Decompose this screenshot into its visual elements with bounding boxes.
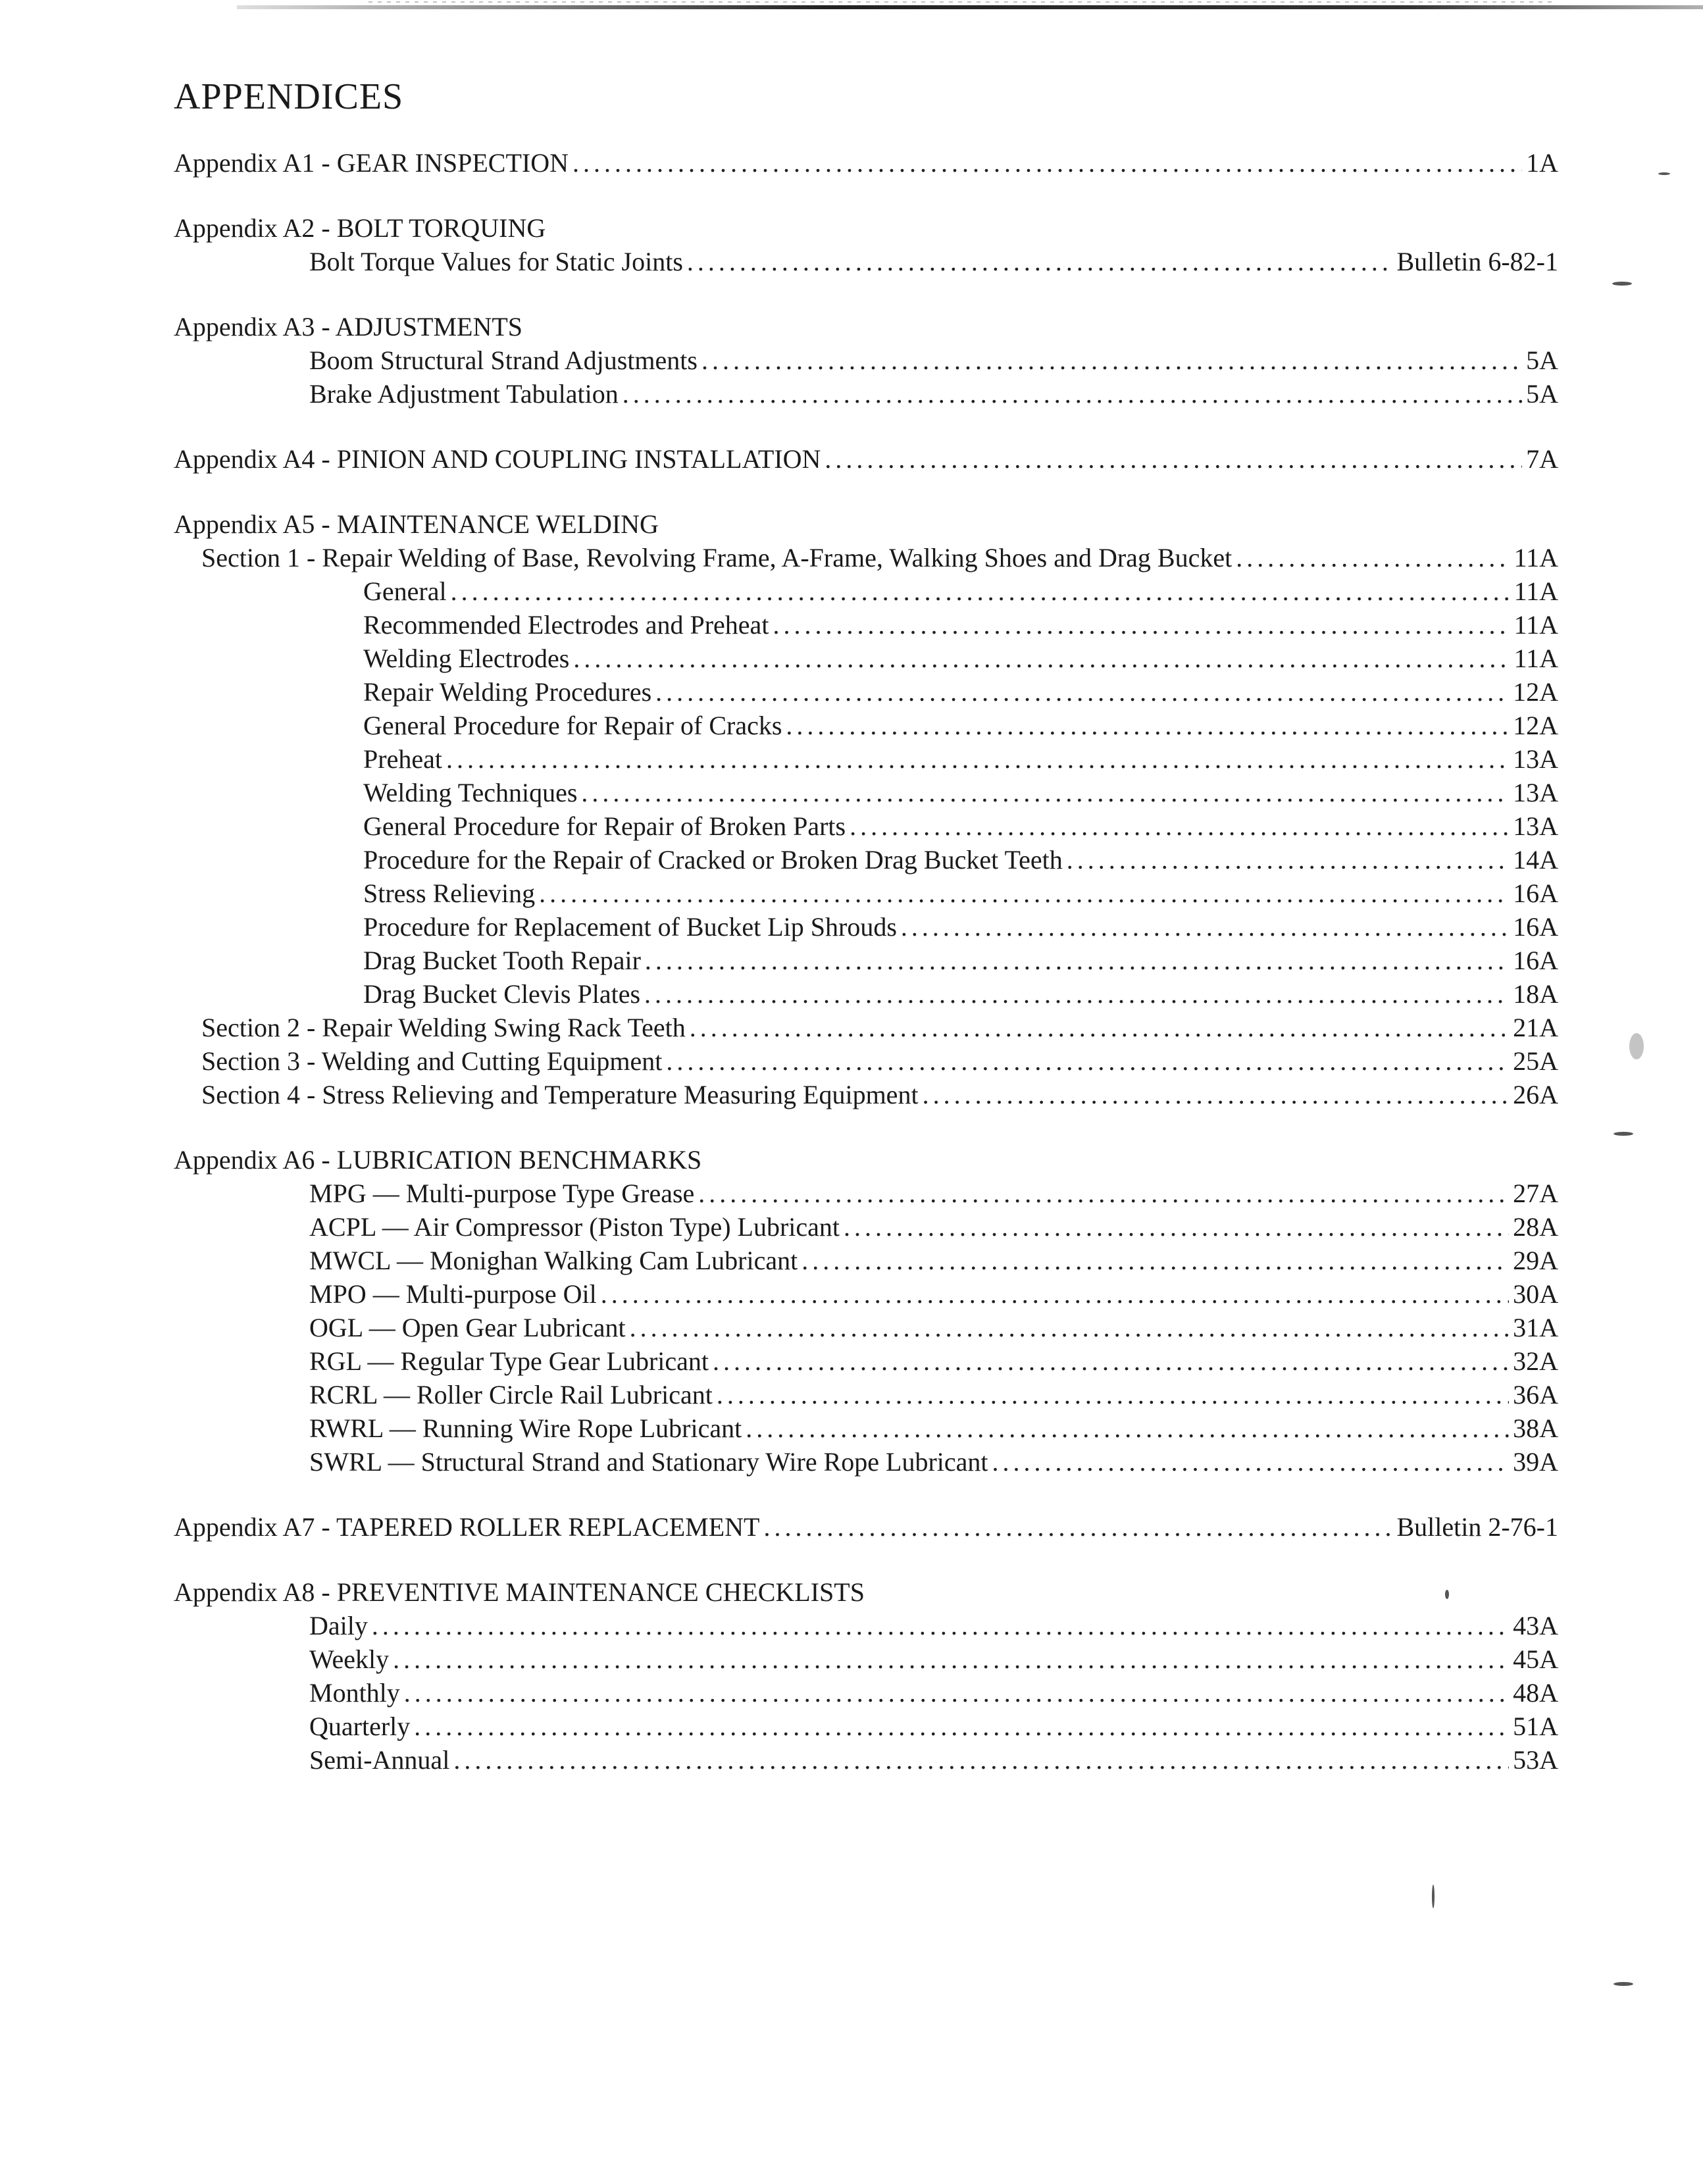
dot-leader xyxy=(786,709,1509,742)
toc-entry-title: RGL — Regular Type Gear Lubricant xyxy=(309,1346,709,1376)
toc-entry-page: 16A xyxy=(1513,946,1558,975)
toc-entry-title: Appendix A4 - PINION AND COUPLING INSTALLATION xyxy=(174,444,821,474)
toc-entry-title: Section 1 - Repair Welding of Base, Revolving Frame, A-Frame, Walking Shoes and Drag Bucket xyxy=(201,543,1233,572)
toc-group-heading xyxy=(174,211,1558,245)
toc-entry xyxy=(174,1378,1558,1411)
toc-entry-page: 14A xyxy=(1513,845,1558,875)
toc-entry xyxy=(174,541,1558,574)
toc-group xyxy=(174,442,1558,476)
dot-leader xyxy=(1067,843,1509,876)
toc-entry-page: 31A xyxy=(1513,1313,1558,1342)
toc-entry xyxy=(174,843,1558,876)
dot-leader xyxy=(698,1177,1509,1210)
toc-entry-title: General Procedure for Repair of Broken Parts xyxy=(363,811,846,841)
toc-entry-title: MWCL — Monighan Walking Cam Lubricant xyxy=(309,1246,798,1275)
toc-entry xyxy=(174,642,1558,675)
toc-entry-page: 1A xyxy=(1526,148,1558,178)
toc-entry-title: Welding Electrodes xyxy=(363,644,570,673)
toc-entry-title: Weekly xyxy=(309,1644,390,1674)
toc-entry xyxy=(174,1445,1558,1479)
dot-leader xyxy=(453,1743,1509,1777)
toc-entry xyxy=(174,1311,1558,1344)
toc-entry xyxy=(174,343,1558,377)
toc-entry xyxy=(174,1411,1558,1445)
toc-entry xyxy=(174,1177,1558,1210)
dot-leader xyxy=(992,1445,1510,1479)
toc-entry-title: General xyxy=(363,576,447,606)
dot-leader xyxy=(746,1411,1509,1445)
dot-leader xyxy=(773,608,1510,642)
toc-entry xyxy=(174,1210,1558,1244)
toc-entry-title: SWRL — Structural Strand and Stationary Wire Rope Lubricant xyxy=(309,1447,988,1477)
toc-entry xyxy=(174,574,1558,608)
toc-entry xyxy=(174,742,1558,776)
toc-entry-title: Appendix A1 - GEAR INSPECTION xyxy=(174,148,569,178)
toc-entry-page: 16A xyxy=(1513,912,1558,942)
toc-entry-title: Drag Bucket Tooth Repair xyxy=(363,946,641,975)
toc-entry xyxy=(174,1710,1558,1743)
dot-leader xyxy=(801,1244,1509,1277)
toc-entry xyxy=(174,809,1558,843)
toc-group-heading xyxy=(174,1575,1558,1609)
toc-entry-page: 30A xyxy=(1513,1279,1558,1309)
toc-entry xyxy=(174,1044,1558,1078)
toc-entry-page: 43A xyxy=(1513,1611,1558,1640)
toc-entry-page: 27A xyxy=(1513,1179,1558,1208)
toc-entry xyxy=(174,709,1558,742)
scan-speck xyxy=(1614,1982,1633,1986)
toc-entry-title: MPG — Multi-purpose Type Grease xyxy=(309,1179,695,1208)
dot-leader xyxy=(687,245,1393,278)
toc-heading-text: Appendix A8 - PREVENTIVE MAINTENANCE CHECKLISTS xyxy=(174,1577,865,1607)
toc-entry-page: 25A xyxy=(1513,1046,1558,1076)
dot-leader xyxy=(451,574,1510,608)
toc-entry-page: 28A xyxy=(1513,1212,1558,1242)
toc-entry xyxy=(174,245,1558,278)
toc-entry xyxy=(174,1642,1558,1676)
dot-leader xyxy=(581,776,1509,809)
dot-leader xyxy=(764,1510,1393,1544)
toc-entry xyxy=(174,910,1558,944)
toc-entry-page: 13A xyxy=(1513,811,1558,841)
toc-group xyxy=(174,1575,1558,1777)
toc-list xyxy=(174,146,1558,1777)
toc-entry-title: Welding Techniques xyxy=(363,778,578,807)
toc-entry-page: 13A xyxy=(1513,744,1558,774)
toc-entry xyxy=(174,377,1558,411)
toc-entry xyxy=(174,1344,1558,1378)
toc-entry xyxy=(174,944,1558,977)
toc-entry-title: Bolt Torque Values for Static Joints xyxy=(309,247,683,276)
toc-entry-page: 7A xyxy=(1526,444,1558,474)
scan-speck xyxy=(1614,1132,1633,1136)
toc-entry-title: Procedure for the Repair of Cracked or Broken Drag Bucket Teeth xyxy=(363,845,1063,875)
toc-entry-title: Semi-Annual xyxy=(309,1745,450,1775)
dot-leader xyxy=(601,1277,1509,1311)
scan-speck xyxy=(1658,172,1670,175)
dot-leader xyxy=(573,642,1510,675)
toc-entry xyxy=(174,675,1558,709)
toc-group-heading xyxy=(174,1143,1558,1177)
scan-speck xyxy=(1445,1590,1449,1599)
toc-entry-title: Section 4 - Stress Relieving and Temperature Measuring Equipment xyxy=(201,1080,919,1109)
toc-entry-title: ACPL — Air Compressor (Piston Type) Lubricant xyxy=(309,1212,840,1242)
toc-entry-page: 5A xyxy=(1526,345,1558,375)
dot-leader xyxy=(393,1642,1509,1676)
toc-group xyxy=(174,146,1558,180)
toc-entry-page: 36A xyxy=(1513,1380,1558,1409)
toc-entry-page: 16A xyxy=(1513,878,1558,908)
scan-edge-dashes xyxy=(369,1,1553,3)
toc-entry-title: Procedure for Replacement of Bucket Lip Shrouds xyxy=(363,912,897,942)
toc-heading-text: Appendix A6 - LUBRICATION BENCHMARKS xyxy=(174,1145,702,1175)
dot-leader xyxy=(717,1378,1509,1411)
toc-entry-page: 51A xyxy=(1513,1712,1558,1741)
dot-leader xyxy=(539,876,1509,910)
toc-heading-text: Appendix A5 - MAINTENANCE WELDING xyxy=(174,509,659,539)
toc-entry-page: 45A xyxy=(1513,1644,1558,1674)
dot-leader xyxy=(372,1609,1509,1642)
toc-entry-page: 11A xyxy=(1513,543,1558,572)
toc-entry-title: Appendix A7 - TAPERED ROLLER REPLACEMENT xyxy=(174,1512,760,1542)
dot-leader xyxy=(404,1676,1509,1710)
dot-leader xyxy=(630,1311,1510,1344)
toc-entry-page: 18A xyxy=(1513,979,1558,1009)
toc-entry-title: RCRL — Roller Circle Rail Lubricant xyxy=(309,1380,713,1409)
toc-entry-page: 38A xyxy=(1513,1413,1558,1443)
dot-leader xyxy=(850,809,1509,843)
dot-leader xyxy=(923,1078,1510,1111)
toc-entry-page: 11A xyxy=(1513,576,1558,606)
scan-speck xyxy=(1432,1885,1435,1908)
toc-entry-page: Bulletin 2-76-1 xyxy=(1396,1512,1558,1542)
toc-group xyxy=(174,1510,1558,1544)
toc-entry-title: Recommended Electrodes and Preheat xyxy=(363,610,769,640)
scan-edge-line xyxy=(237,5,1703,9)
dot-leader xyxy=(623,377,1522,411)
dot-leader xyxy=(446,742,1509,776)
toc-group xyxy=(174,1143,1558,1479)
dot-leader xyxy=(901,910,1509,944)
dot-leader xyxy=(645,944,1509,977)
toc-entry-page: 13A xyxy=(1513,778,1558,807)
toc-entry xyxy=(174,1011,1558,1044)
toc-entry-page: 12A xyxy=(1513,677,1558,707)
scan-speck xyxy=(1612,282,1632,286)
toc-entry-page: 11A xyxy=(1513,644,1558,673)
toc-entry xyxy=(174,876,1558,910)
toc-entry-page: 32A xyxy=(1513,1346,1558,1376)
toc-entry xyxy=(174,1743,1558,1777)
dot-leader xyxy=(414,1710,1509,1743)
toc-entry-page: 26A xyxy=(1513,1080,1558,1109)
toc-entry-page: 29A xyxy=(1513,1246,1558,1275)
dot-leader xyxy=(701,343,1522,377)
toc-page xyxy=(174,74,1558,1808)
toc-entry-title: Monthly xyxy=(309,1678,400,1708)
dot-leader xyxy=(713,1344,1509,1378)
toc-entry-title: RWRL — Running Wire Rope Lubricant xyxy=(309,1413,742,1443)
toc-entry xyxy=(174,608,1558,642)
toc-entry-title: Brake Adjustment Tabulation xyxy=(309,379,619,409)
dot-leader xyxy=(572,146,1522,180)
toc-group xyxy=(174,310,1558,411)
toc-group-heading xyxy=(174,507,1558,541)
dot-leader xyxy=(644,977,1509,1011)
toc-entry-title: Stress Relieving xyxy=(363,878,536,908)
toc-entry-title: MPO — Multi-purpose Oil xyxy=(309,1279,597,1309)
toc-heading-text: Appendix A2 - BOLT TORQUING xyxy=(174,213,546,243)
toc-entry-page: 11A xyxy=(1513,610,1558,640)
toc-entry-page: 48A xyxy=(1513,1678,1558,1708)
dot-leader xyxy=(666,1044,1509,1078)
toc-entry xyxy=(174,442,1558,476)
toc-group-heading xyxy=(174,310,1558,343)
dot-leader xyxy=(655,675,1509,709)
scan-speck xyxy=(1629,1033,1644,1059)
toc-heading-text: Appendix A3 - ADJUSTMENTS xyxy=(174,312,523,342)
toc-entry-title: Daily xyxy=(309,1611,368,1640)
toc-entry-title: Drag Bucket Clevis Plates xyxy=(363,979,641,1009)
toc-entry-page: 5A xyxy=(1526,379,1558,409)
toc-group xyxy=(174,211,1558,278)
toc-entry-page: 12A xyxy=(1513,711,1558,740)
toc-entry xyxy=(174,146,1558,180)
toc-group xyxy=(174,507,1558,1111)
toc-entry-title: Quarterly xyxy=(309,1712,411,1741)
dot-leader xyxy=(825,442,1522,476)
toc-entry-title: General Procedure for Repair of Cracks xyxy=(363,711,782,740)
toc-entry xyxy=(174,1244,1558,1277)
toc-entry xyxy=(174,1510,1558,1544)
toc-entry-page: 39A xyxy=(1513,1447,1558,1477)
toc-entry-title: Preheat xyxy=(363,744,442,774)
toc-entry xyxy=(174,1676,1558,1710)
toc-entry xyxy=(174,776,1558,809)
toc-entry-page: 53A xyxy=(1513,1745,1558,1775)
dot-leader xyxy=(1236,541,1510,574)
toc-entry-page: 21A xyxy=(1513,1013,1558,1042)
toc-entry-title: Section 2 - Repair Welding Swing Rack Teeth xyxy=(201,1013,686,1042)
toc-entry-page: Bulletin 6-82-1 xyxy=(1396,247,1558,276)
page-title: APPENDICES xyxy=(174,76,404,117)
dot-leader xyxy=(690,1011,1509,1044)
toc-entry xyxy=(174,1078,1558,1111)
toc-entry xyxy=(174,1277,1558,1311)
toc-entry xyxy=(174,977,1558,1011)
toc-entry-title: Boom Structural Strand Adjustments xyxy=(309,345,698,375)
toc-entry-title: OGL — Open Gear Lubricant xyxy=(309,1313,626,1342)
toc-entry-title: Section 3 - Welding and Cutting Equipment xyxy=(201,1046,663,1076)
toc-entry-title: Repair Welding Procedures xyxy=(363,677,652,707)
dot-leader xyxy=(844,1210,1509,1244)
toc-entry xyxy=(174,1609,1558,1642)
